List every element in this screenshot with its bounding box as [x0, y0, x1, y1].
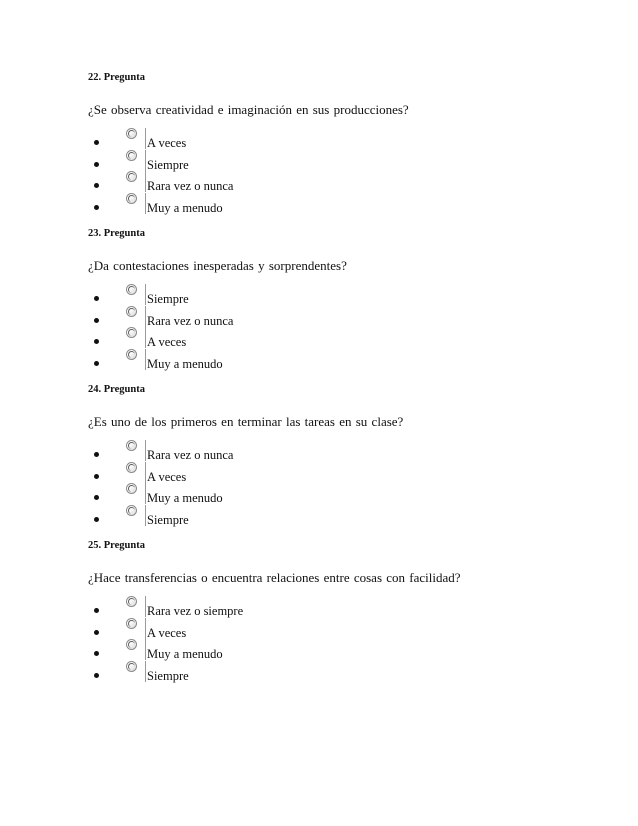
option-list	[88, 446, 608, 532]
divider	[145, 462, 146, 483]
bullet-icon	[94, 474, 99, 479]
option-label[interactable]: Siempre	[147, 512, 189, 527]
bullet-icon	[94, 673, 99, 678]
bullet-icon	[94, 318, 99, 323]
radio-button[interactable]	[126, 327, 137, 338]
divider	[145, 349, 146, 370]
option-label[interactable]: Rara vez o siempre	[147, 604, 244, 618]
option-label[interactable]: Muy a menudo	[147, 647, 223, 661]
bullet-icon	[94, 140, 99, 145]
bullet-icon	[94, 517, 99, 522]
divider	[145, 128, 146, 149]
option-item	[88, 624, 608, 646]
radio-button[interactable]	[126, 618, 137, 629]
radio-button[interactable]	[126, 349, 137, 360]
question-heading: 24. Pregunta	[88, 384, 145, 395]
radio-button[interactable]	[126, 128, 137, 139]
bullet-icon	[94, 296, 99, 301]
option-item	[88, 199, 608, 221]
question-23	[88, 228, 608, 376]
divider	[145, 284, 146, 305]
option-label[interactable]: Muy a menudo	[147, 200, 223, 215]
option-item	[88, 134, 608, 156]
option-item	[88, 177, 608, 199]
radio-button[interactable]	[126, 483, 137, 494]
option-item	[88, 446, 608, 468]
option-item	[88, 312, 608, 334]
radio-button[interactable]	[126, 596, 137, 607]
bullet-icon	[94, 651, 99, 656]
option-item	[88, 468, 608, 490]
option-item	[88, 355, 608, 377]
question-heading: 23. Pregunta	[88, 228, 145, 239]
divider	[145, 596, 146, 617]
option-label[interactable]: Siempre	[147, 292, 189, 306]
option-label[interactable]: A veces	[147, 469, 187, 484]
option-label[interactable]: Muy a menudo	[147, 356, 223, 371]
radio-button[interactable]	[126, 639, 137, 650]
question-24	[88, 384, 608, 532]
option-item	[88, 602, 608, 624]
option-item	[88, 511, 608, 533]
question-text: ¿Se observa creatividad e imaginación en sus producciones?	[88, 102, 409, 117]
radio-button[interactable]	[126, 150, 137, 161]
option-label[interactable]: Siempre	[147, 668, 189, 683]
radio-button[interactable]	[126, 661, 137, 672]
bullet-icon	[94, 339, 99, 344]
radio-button[interactable]	[126, 462, 137, 473]
option-item	[88, 156, 608, 178]
radio-button[interactable]	[126, 440, 137, 451]
bullet-icon	[94, 495, 99, 500]
question-25	[88, 540, 608, 688]
option-list	[88, 290, 608, 376]
divider	[145, 327, 146, 348]
divider	[145, 483, 146, 504]
option-label[interactable]: A veces	[147, 335, 187, 349]
divider	[145, 193, 146, 214]
bullet-icon	[94, 608, 99, 613]
option-item	[88, 333, 608, 355]
bullet-icon	[94, 162, 99, 167]
question-text: ¿Da contestaciones inesperadas y sorprendentes?	[88, 258, 347, 273]
option-label[interactable]: Rara vez o nunca	[147, 179, 234, 193]
option-label[interactable]: Muy a menudo	[147, 491, 223, 505]
divider	[145, 661, 146, 682]
bullet-icon	[94, 205, 99, 210]
option-list	[88, 602, 608, 688]
option-label[interactable]: Rara vez o nunca	[147, 313, 234, 328]
option-item	[88, 489, 608, 511]
radio-button[interactable]	[126, 171, 137, 182]
divider	[145, 505, 146, 526]
question-22	[88, 72, 608, 220]
divider	[145, 639, 146, 660]
question-text: ¿Hace transferencias o encuentra relaciones entre cosas con facilidad?	[88, 570, 461, 585]
option-label[interactable]: A veces	[147, 625, 187, 640]
option-item	[88, 645, 608, 667]
divider	[145, 150, 146, 171]
option-item	[88, 667, 608, 689]
radio-button[interactable]	[126, 505, 137, 516]
option-list	[88, 134, 608, 220]
radio-button[interactable]	[126, 284, 137, 295]
bullet-icon	[94, 630, 99, 635]
option-item	[88, 290, 608, 312]
radio-button[interactable]	[126, 306, 137, 317]
radio-button[interactable]	[126, 193, 137, 204]
divider	[145, 618, 146, 639]
option-label[interactable]: Rara vez o nunca	[147, 448, 234, 462]
divider	[145, 306, 146, 327]
bullet-icon	[94, 183, 99, 188]
question-heading: 22. Pregunta	[88, 72, 145, 83]
divider	[145, 171, 146, 192]
divider	[145, 440, 146, 461]
question-text: ¿Es uno de los primeros en terminar las tareas en su clase?	[88, 414, 404, 429]
question-heading: 25. Pregunta	[88, 540, 145, 551]
bullet-icon	[94, 452, 99, 457]
option-label[interactable]: A veces	[147, 136, 187, 150]
bullet-icon	[94, 361, 99, 366]
option-label[interactable]: Siempre	[147, 157, 189, 172]
